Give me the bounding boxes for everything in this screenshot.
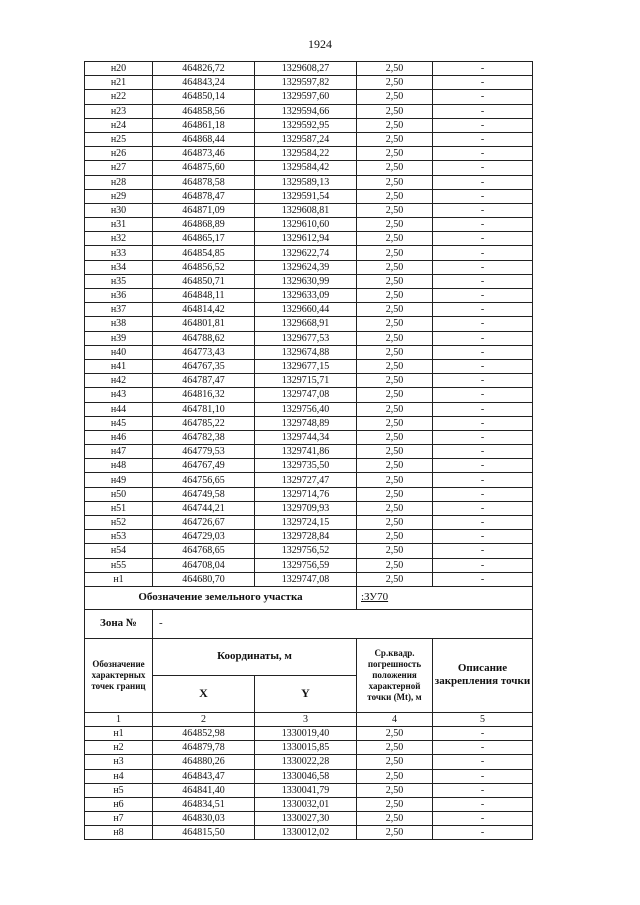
y-coordinate: 1329584,22 bbox=[255, 147, 357, 161]
table-row bbox=[85, 544, 533, 558]
col-number-5: 5 bbox=[433, 712, 533, 726]
x-coordinate: 464773,43 bbox=[153, 345, 255, 359]
x-coordinate: 464749,58 bbox=[153, 487, 255, 501]
y-coordinate: 1329747,08 bbox=[255, 572, 357, 586]
table-row bbox=[85, 203, 533, 217]
parcel-row bbox=[85, 586, 533, 609]
accuracy-value: 2,50 bbox=[357, 769, 433, 783]
parcel-value: :ЗУ70 bbox=[357, 586, 533, 609]
y-coordinate: 1329660,44 bbox=[255, 303, 357, 317]
y-coordinate: 1329608,81 bbox=[255, 203, 357, 217]
point-label: н45 bbox=[85, 416, 153, 430]
table-row bbox=[85, 430, 533, 444]
header-y: Y bbox=[255, 675, 357, 712]
point-label: н51 bbox=[85, 501, 153, 515]
description-value: - bbox=[433, 501, 533, 515]
description-value: - bbox=[433, 473, 533, 487]
description-value: - bbox=[433, 826, 533, 840]
point-label: н6 bbox=[85, 797, 153, 811]
point-label: н54 bbox=[85, 544, 153, 558]
table-row bbox=[85, 473, 533, 487]
point-label: н55 bbox=[85, 558, 153, 572]
header-description: Описание закрепления точки bbox=[433, 638, 533, 712]
y-coordinate: 1329624,39 bbox=[255, 260, 357, 274]
y-coordinate: 1329592,95 bbox=[255, 118, 357, 132]
table-row bbox=[85, 558, 533, 572]
accuracy-value: 2,50 bbox=[357, 331, 433, 345]
accuracy-value: 2,50 bbox=[357, 755, 433, 769]
accuracy-value: 2,50 bbox=[357, 487, 433, 501]
accuracy-value: 2,50 bbox=[357, 317, 433, 331]
description-value: - bbox=[433, 289, 533, 303]
y-coordinate: 1329594,66 bbox=[255, 104, 357, 118]
x-coordinate: 464767,49 bbox=[153, 459, 255, 473]
y-coordinate: 1329668,91 bbox=[255, 317, 357, 331]
header-accuracy: Ср.квадр. погрешность положения характерной точки (Mt), м bbox=[357, 638, 433, 712]
point-label: н1 bbox=[85, 726, 153, 740]
description-value: - bbox=[433, 260, 533, 274]
x-coordinate: 464852,98 bbox=[153, 726, 255, 740]
accuracy-value: 2,50 bbox=[357, 76, 433, 90]
point-label: н32 bbox=[85, 232, 153, 246]
y-coordinate: 1330015,85 bbox=[255, 741, 357, 755]
accuracy-value: 2,50 bbox=[357, 388, 433, 402]
y-coordinate: 1330027,30 bbox=[255, 812, 357, 826]
y-coordinate: 1329677,15 bbox=[255, 359, 357, 373]
point-label: н50 bbox=[85, 487, 153, 501]
point-label: н43 bbox=[85, 388, 153, 402]
description-value: - bbox=[433, 544, 533, 558]
accuracy-value: 2,50 bbox=[357, 345, 433, 359]
accuracy-value: 2,50 bbox=[357, 260, 433, 274]
bottom-rows bbox=[85, 726, 533, 840]
accuracy-value: 2,50 bbox=[357, 303, 433, 317]
y-coordinate: 1329608,27 bbox=[255, 62, 357, 76]
point-label: н21 bbox=[85, 76, 153, 90]
y-coordinate: 1329744,34 bbox=[255, 430, 357, 444]
x-coordinate: 464878,58 bbox=[153, 175, 255, 189]
point-label: н34 bbox=[85, 260, 153, 274]
x-coordinate: 464850,71 bbox=[153, 274, 255, 288]
accuracy-value: 2,50 bbox=[357, 90, 433, 104]
point-label: н7 bbox=[85, 812, 153, 826]
table-row bbox=[85, 303, 533, 317]
description-value: - bbox=[433, 303, 533, 317]
x-coordinate: 464875,60 bbox=[153, 161, 255, 175]
zone-label: Зона № bbox=[85, 609, 153, 638]
description-value: - bbox=[433, 118, 533, 132]
table-row bbox=[85, 132, 533, 146]
y-coordinate: 1329622,74 bbox=[255, 246, 357, 260]
y-coordinate: 1329727,47 bbox=[255, 473, 357, 487]
accuracy-value: 2,50 bbox=[357, 147, 433, 161]
table-row bbox=[85, 90, 533, 104]
accuracy-value: 2,50 bbox=[357, 572, 433, 586]
description-value: - bbox=[433, 374, 533, 388]
y-coordinate: 1329589,13 bbox=[255, 175, 357, 189]
accuracy-value: 2,50 bbox=[357, 175, 433, 189]
description-value: - bbox=[433, 572, 533, 586]
description-value: - bbox=[433, 189, 533, 203]
point-label: н39 bbox=[85, 331, 153, 345]
boundary-points-table bbox=[84, 61, 533, 840]
y-coordinate: 1329587,24 bbox=[255, 132, 357, 146]
point-label: н8 bbox=[85, 826, 153, 840]
table-row bbox=[85, 345, 533, 359]
description-value: - bbox=[433, 769, 533, 783]
description-value: - bbox=[433, 175, 533, 189]
point-label: н27 bbox=[85, 161, 153, 175]
table-row bbox=[85, 812, 533, 826]
table-row bbox=[85, 232, 533, 246]
x-coordinate: 464815,50 bbox=[153, 826, 255, 840]
accuracy-value: 2,50 bbox=[357, 826, 433, 840]
description-value: - bbox=[433, 161, 533, 175]
description-value: - bbox=[433, 416, 533, 430]
point-label: н48 bbox=[85, 459, 153, 473]
accuracy-value: 2,50 bbox=[357, 516, 433, 530]
y-coordinate: 1330022,28 bbox=[255, 755, 357, 769]
accuracy-value: 2,50 bbox=[357, 473, 433, 487]
x-coordinate: 464878,47 bbox=[153, 189, 255, 203]
zone-row bbox=[85, 609, 533, 638]
x-coordinate: 464830,03 bbox=[153, 812, 255, 826]
description-value: - bbox=[433, 487, 533, 501]
table-row bbox=[85, 530, 533, 544]
description-value: - bbox=[433, 755, 533, 769]
x-coordinate: 464843,24 bbox=[153, 76, 255, 90]
point-label: н25 bbox=[85, 132, 153, 146]
x-coordinate: 464858,56 bbox=[153, 104, 255, 118]
top-rows bbox=[85, 62, 533, 587]
col-number-3: 3 bbox=[255, 712, 357, 726]
accuracy-value: 2,50 bbox=[357, 501, 433, 515]
x-coordinate: 464868,44 bbox=[153, 132, 255, 146]
point-label: н5 bbox=[85, 783, 153, 797]
x-coordinate: 464788,62 bbox=[153, 331, 255, 345]
accuracy-value: 2,50 bbox=[357, 544, 433, 558]
point-label: н2 bbox=[85, 741, 153, 755]
point-label: н53 bbox=[85, 530, 153, 544]
y-coordinate: 1329747,08 bbox=[255, 388, 357, 402]
table-row bbox=[85, 783, 533, 797]
description-value: - bbox=[433, 147, 533, 161]
y-coordinate: 1329674,88 bbox=[255, 345, 357, 359]
accuracy-value: 2,50 bbox=[357, 726, 433, 740]
point-label: н40 bbox=[85, 345, 153, 359]
description-value: - bbox=[433, 359, 533, 373]
accuracy-value: 2,50 bbox=[357, 232, 433, 246]
x-coordinate: 464787,47 bbox=[153, 374, 255, 388]
zone-value: - bbox=[153, 609, 533, 638]
point-label: н44 bbox=[85, 402, 153, 416]
accuracy-value: 2,50 bbox=[357, 459, 433, 473]
description-value: - bbox=[433, 402, 533, 416]
x-coordinate: 464726,67 bbox=[153, 516, 255, 530]
table-row bbox=[85, 359, 533, 373]
page-number: 1924 bbox=[308, 37, 332, 51]
col-number-2: 2 bbox=[153, 712, 255, 726]
x-coordinate: 464848,11 bbox=[153, 289, 255, 303]
x-coordinate: 464861,18 bbox=[153, 118, 255, 132]
table-row bbox=[85, 741, 533, 755]
y-coordinate: 1329633,09 bbox=[255, 289, 357, 303]
y-coordinate: 1329756,59 bbox=[255, 558, 357, 572]
point-label: н35 bbox=[85, 274, 153, 288]
y-coordinate: 1329714,76 bbox=[255, 487, 357, 501]
y-coordinate: 1329591,54 bbox=[255, 189, 357, 203]
x-coordinate: 464873,46 bbox=[153, 147, 255, 161]
point-label: н22 bbox=[85, 90, 153, 104]
x-coordinate: 464782,38 bbox=[153, 430, 255, 444]
description-value: - bbox=[433, 726, 533, 740]
col-number-1: 1 bbox=[85, 712, 153, 726]
y-coordinate: 1329724,15 bbox=[255, 516, 357, 530]
table-row bbox=[85, 402, 533, 416]
accuracy-value: 2,50 bbox=[357, 374, 433, 388]
x-coordinate: 464781,10 bbox=[153, 402, 255, 416]
table-row bbox=[85, 501, 533, 515]
table-row bbox=[85, 331, 533, 345]
x-coordinate: 464801,81 bbox=[153, 317, 255, 331]
description-value: - bbox=[433, 430, 533, 444]
x-coordinate: 464767,35 bbox=[153, 359, 255, 373]
y-coordinate: 1329597,82 bbox=[255, 76, 357, 90]
table-row bbox=[85, 487, 533, 501]
accuracy-value: 2,50 bbox=[357, 430, 433, 444]
header-row-1 bbox=[85, 638, 533, 675]
y-coordinate: 1329715,71 bbox=[255, 374, 357, 388]
point-label: н33 bbox=[85, 246, 153, 260]
accuracy-value: 2,50 bbox=[357, 118, 433, 132]
description-value: - bbox=[433, 317, 533, 331]
x-coordinate: 464816,32 bbox=[153, 388, 255, 402]
description-value: - bbox=[433, 558, 533, 572]
x-coordinate: 464854,85 bbox=[153, 246, 255, 260]
point-label: н23 bbox=[85, 104, 153, 118]
point-label: н37 bbox=[85, 303, 153, 317]
y-coordinate: 1329677,53 bbox=[255, 331, 357, 345]
accuracy-value: 2,50 bbox=[357, 359, 433, 373]
accuracy-value: 2,50 bbox=[357, 132, 433, 146]
x-coordinate: 464744,21 bbox=[153, 501, 255, 515]
y-coordinate: 1329709,93 bbox=[255, 501, 357, 515]
table-row bbox=[85, 289, 533, 303]
y-coordinate: 1330032,01 bbox=[255, 797, 357, 811]
point-label: н4 bbox=[85, 769, 153, 783]
accuracy-value: 2,50 bbox=[357, 218, 433, 232]
y-coordinate: 1330046,58 bbox=[255, 769, 357, 783]
y-coordinate: 1329584,42 bbox=[255, 161, 357, 175]
x-coordinate: 464785,22 bbox=[153, 416, 255, 430]
accuracy-value: 2,50 bbox=[357, 797, 433, 811]
header-coordinates: Координаты, м bbox=[153, 638, 357, 675]
table-row bbox=[85, 445, 533, 459]
accuracy-value: 2,50 bbox=[357, 402, 433, 416]
accuracy-value: 2,50 bbox=[357, 741, 433, 755]
table-row bbox=[85, 175, 533, 189]
point-label: н41 bbox=[85, 359, 153, 373]
point-label: н36 bbox=[85, 289, 153, 303]
description-value: - bbox=[433, 218, 533, 232]
y-coordinate: 1330012,02 bbox=[255, 826, 357, 840]
point-label: н38 bbox=[85, 317, 153, 331]
point-label: н24 bbox=[85, 118, 153, 132]
x-coordinate: 464880,26 bbox=[153, 755, 255, 769]
y-coordinate: 1329756,52 bbox=[255, 544, 357, 558]
x-coordinate: 464814,42 bbox=[153, 303, 255, 317]
table-row bbox=[85, 797, 533, 811]
table-row bbox=[85, 218, 533, 232]
header-x: X bbox=[153, 675, 255, 712]
x-coordinate: 464841,40 bbox=[153, 783, 255, 797]
description-value: - bbox=[433, 459, 533, 473]
x-coordinate: 464850,14 bbox=[153, 90, 255, 104]
point-label: н49 bbox=[85, 473, 153, 487]
table-row bbox=[85, 147, 533, 161]
table-row bbox=[85, 161, 533, 175]
description-value: - bbox=[433, 104, 533, 118]
x-coordinate: 464756,65 bbox=[153, 473, 255, 487]
table-row bbox=[85, 104, 533, 118]
col-number-4: 4 bbox=[357, 712, 433, 726]
description-value: - bbox=[433, 274, 533, 288]
description-value: - bbox=[433, 530, 533, 544]
description-value: - bbox=[433, 90, 533, 104]
x-coordinate: 464779,53 bbox=[153, 445, 255, 459]
table-row bbox=[85, 826, 533, 840]
x-coordinate: 464768,65 bbox=[153, 544, 255, 558]
accuracy-value: 2,50 bbox=[357, 161, 433, 175]
x-coordinate: 464843,47 bbox=[153, 769, 255, 783]
description-value: - bbox=[433, 232, 533, 246]
header-point-designation: Обозначение характерных точек границ bbox=[85, 638, 153, 712]
point-label: н1 bbox=[85, 572, 153, 586]
description-value: - bbox=[433, 132, 533, 146]
description-value: - bbox=[433, 246, 533, 260]
accuracy-value: 2,50 bbox=[357, 416, 433, 430]
description-value: - bbox=[433, 516, 533, 530]
x-coordinate: 464871,09 bbox=[153, 203, 255, 217]
column-numbers-row bbox=[85, 712, 533, 726]
y-coordinate: 1329756,40 bbox=[255, 402, 357, 416]
accuracy-value: 2,50 bbox=[357, 558, 433, 572]
table-row bbox=[85, 246, 533, 260]
table-row bbox=[85, 76, 533, 90]
table-row bbox=[85, 416, 533, 430]
x-coordinate: 464879,78 bbox=[153, 741, 255, 755]
accuracy-value: 2,50 bbox=[357, 445, 433, 459]
table-row bbox=[85, 189, 533, 203]
table-row bbox=[85, 62, 533, 76]
description-value: - bbox=[433, 783, 533, 797]
point-label: н26 bbox=[85, 147, 153, 161]
point-label: н29 bbox=[85, 189, 153, 203]
point-label: н3 bbox=[85, 755, 153, 769]
y-coordinate: 1329612,94 bbox=[255, 232, 357, 246]
table-row bbox=[85, 755, 533, 769]
description-value: - bbox=[433, 388, 533, 402]
point-label: н20 bbox=[85, 62, 153, 76]
accuracy-value: 2,50 bbox=[357, 783, 433, 797]
table-row bbox=[85, 516, 533, 530]
y-coordinate: 1329741,86 bbox=[255, 445, 357, 459]
x-coordinate: 464868,89 bbox=[153, 218, 255, 232]
description-value: - bbox=[433, 345, 533, 359]
description-value: - bbox=[433, 331, 533, 345]
accuracy-value: 2,50 bbox=[357, 62, 433, 76]
description-value: - bbox=[433, 445, 533, 459]
accuracy-value: 2,50 bbox=[357, 104, 433, 118]
x-coordinate: 464708,04 bbox=[153, 558, 255, 572]
table-row bbox=[85, 374, 533, 388]
y-coordinate: 1329630,99 bbox=[255, 274, 357, 288]
y-coordinate: 1330041,79 bbox=[255, 783, 357, 797]
x-coordinate: 464856,52 bbox=[153, 260, 255, 274]
table-row bbox=[85, 572, 533, 586]
description-value: - bbox=[433, 741, 533, 755]
table-row bbox=[85, 118, 533, 132]
table-row bbox=[85, 274, 533, 288]
description-value: - bbox=[433, 812, 533, 826]
y-coordinate: 1330019,40 bbox=[255, 726, 357, 740]
accuracy-value: 2,50 bbox=[357, 189, 433, 203]
y-coordinate: 1329728,84 bbox=[255, 530, 357, 544]
point-label: н46 bbox=[85, 430, 153, 444]
point-label: н30 bbox=[85, 203, 153, 217]
y-coordinate: 1329597,60 bbox=[255, 90, 357, 104]
table-row bbox=[85, 388, 533, 402]
point-label: н42 bbox=[85, 374, 153, 388]
accuracy-value: 2,50 bbox=[357, 812, 433, 826]
description-value: - bbox=[433, 62, 533, 76]
accuracy-value: 2,50 bbox=[357, 274, 433, 288]
y-coordinate: 1329748,89 bbox=[255, 416, 357, 430]
accuracy-value: 2,50 bbox=[357, 530, 433, 544]
y-coordinate: 1329735,50 bbox=[255, 459, 357, 473]
accuracy-value: 2,50 bbox=[357, 203, 433, 217]
description-value: - bbox=[433, 797, 533, 811]
point-label: н31 bbox=[85, 218, 153, 232]
table-row bbox=[85, 726, 533, 740]
point-label: н52 bbox=[85, 516, 153, 530]
table-row bbox=[85, 459, 533, 473]
x-coordinate: 464865,17 bbox=[153, 232, 255, 246]
y-coordinate: 1329610,60 bbox=[255, 218, 357, 232]
description-value: - bbox=[433, 203, 533, 217]
accuracy-value: 2,50 bbox=[357, 246, 433, 260]
description-value: - bbox=[433, 76, 533, 90]
parcel-label: Обозначение земельного участка bbox=[85, 586, 357, 609]
x-coordinate: 464834,51 bbox=[153, 797, 255, 811]
x-coordinate: 464680,70 bbox=[153, 572, 255, 586]
table-row bbox=[85, 769, 533, 783]
point-label: н47 bbox=[85, 445, 153, 459]
accuracy-value: 2,50 bbox=[357, 289, 433, 303]
table-row bbox=[85, 260, 533, 274]
x-coordinate: 464729,03 bbox=[153, 530, 255, 544]
x-coordinate: 464826,72 bbox=[153, 62, 255, 76]
table-row bbox=[85, 317, 533, 331]
point-label: н28 bbox=[85, 175, 153, 189]
